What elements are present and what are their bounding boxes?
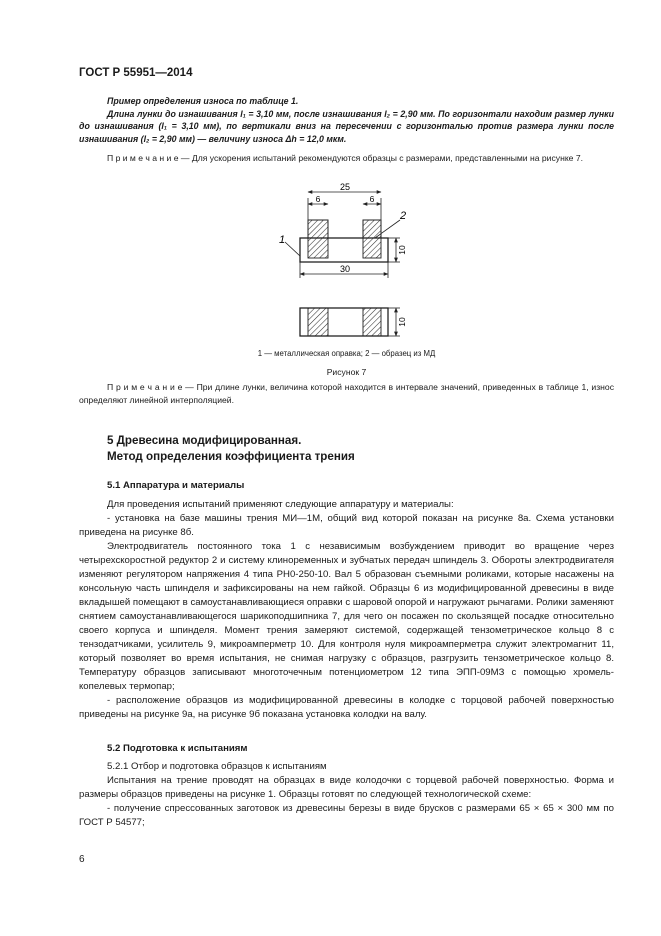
figure-7-drawing [250,180,450,348]
section-5-title-line-1: 5 Древесина модифицированная. [107,434,302,447]
example-block [79,95,614,145]
section-5-2-body [79,760,614,830]
dim-6-right: 6 [369,194,375,204]
note-2 [79,381,614,406]
document-header: ГОСТ Р 55951—2014 [79,67,193,79]
section-5-2-heading: 5.2 Подготовка к испытаниям [107,743,248,754]
note-2-text: При длине лунки, величина которой находится в интервале значений, приведенных в таблице 1, износ определяют линейной интерполяцией. [79,382,614,405]
leader-1: 1 [279,234,286,246]
leader-2: 2 [400,210,407,222]
paragraph-5-1-intro: Для проведения испытаний применяют следующие аппаратуру и материалы: [107,499,454,510]
figure-7-section-view [300,220,388,262]
dim-6-left: 6 [315,194,321,204]
note-1 [79,152,614,165]
page-number: 6 [79,854,85,865]
figure-7-plan-view [300,308,388,336]
section-5-title-line-2: Метод определения коэффициента трения [107,450,355,463]
section-5-heading [107,433,607,465]
dim-10-top: 10 [397,245,407,255]
section-5-1-body [79,498,614,722]
dim-25: 25 [339,182,351,192]
note-1-text: Для ускорения испытаний рекомендуются образцы с размерами, представленными на рисунке 7. [189,153,584,163]
figure-7-caption: Рисунок 7 [326,367,367,377]
subsection-5-2-1-title: 5.2.1 Отбор и подготовка образцов к испытаниям [107,761,327,772]
note-2-label: П р и м е ч а н и е — [107,382,194,392]
note-1-label: П р и м е ч а н и е — [107,153,190,163]
dim-10-bottom: 10 [397,317,407,327]
paragraph-5-1-item-1: - установка на базе машины трения МИ—1М, общий вид которой показан на рисунке 8а. Схема установки приведена на рисунке 8б. [79,513,614,538]
example-text: Длина лунки до изнашивания l₁ = 3,10 мм, после изнашивания l₂ = 2,90 мм. По горизонтали находим размер лунки до изнашивания (l₁ = 3,10 мм), по вертикали вниз на пересечении с горизонталью против размера лунки после изнашивания (l₂ = 2,90 мм) — величину износа Δh = 12,0 мкм. [79,108,614,144]
example-title: Пример определения износа по таблице 1. [107,96,299,106]
dim-30: 30 [339,264,351,274]
paragraph-5-2-1-text: Испытания на трение проводят на образцах в виде колодочки с торцевой рабочей поверхностью. Форма и размеры образцов приведены на рисунке 1. Образцы готовят по следующей технологической схеме: [79,775,614,800]
paragraph-5-1-item-2: - расположение образцов из модифицированной древесины в колодке с торцовой рабочей поверхностью приведены на рисунке 9а, на рисунке 9б показана установка колодки на валу. [79,695,614,720]
section-5-1-heading: 5.1 Аппаратура и материалы [107,480,245,491]
figure-7-legend: 1 — металлическая оправка; 2 — образец из МД [257,349,436,358]
paragraph-5-1-description: Электродвигатель постоянного тока 1 с независимым возбуждением приводит во вращение через четырехскоростной редуктор 2 и систему клиноременных и зубчатых передач шпиндель 3. Обороты электродвигателя изменяют регулятором напряжения 4 типа РН0-250-10. Вал 5 образован съемными роликами, которые насажены на консольную часть шпинделя и зафиксированы на нем гайкой. Образцы 6 из модифицированной древесины в виде вкладышей помещают в самоустанавливающиеся оправки с шаровой опорой и нагружают рычагами. Ролики заменяют снятием самоустанавливающегося шарикоподшипника 7, для чего он посажен по скользящей посадке относительно своего корпуса и шпинделя. Момент трения замеряют системой, содержащей тензометрическое кольцо 8 с тензодатчиками, усилитель 9, микроамперметр 10. Для контроля нуля микроамперметра служит электромагнит 11, который позволяет во время испытания, не снимая нагрузку с образцов, разгрузить тензометрическое кольцо 8. Температуру образцов записывают многоточечным потенциометром 12 типа ЭПП-09МЗ с помощью хромель-копелевых термопар; [79,541,614,692]
paragraph-5-2-1-item-1: - получение спрессованных заготовок из древесины березы в виде брусков с размерами 65 × 65 × 300 мм по ГОСТ Р 54577; [79,803,614,828]
